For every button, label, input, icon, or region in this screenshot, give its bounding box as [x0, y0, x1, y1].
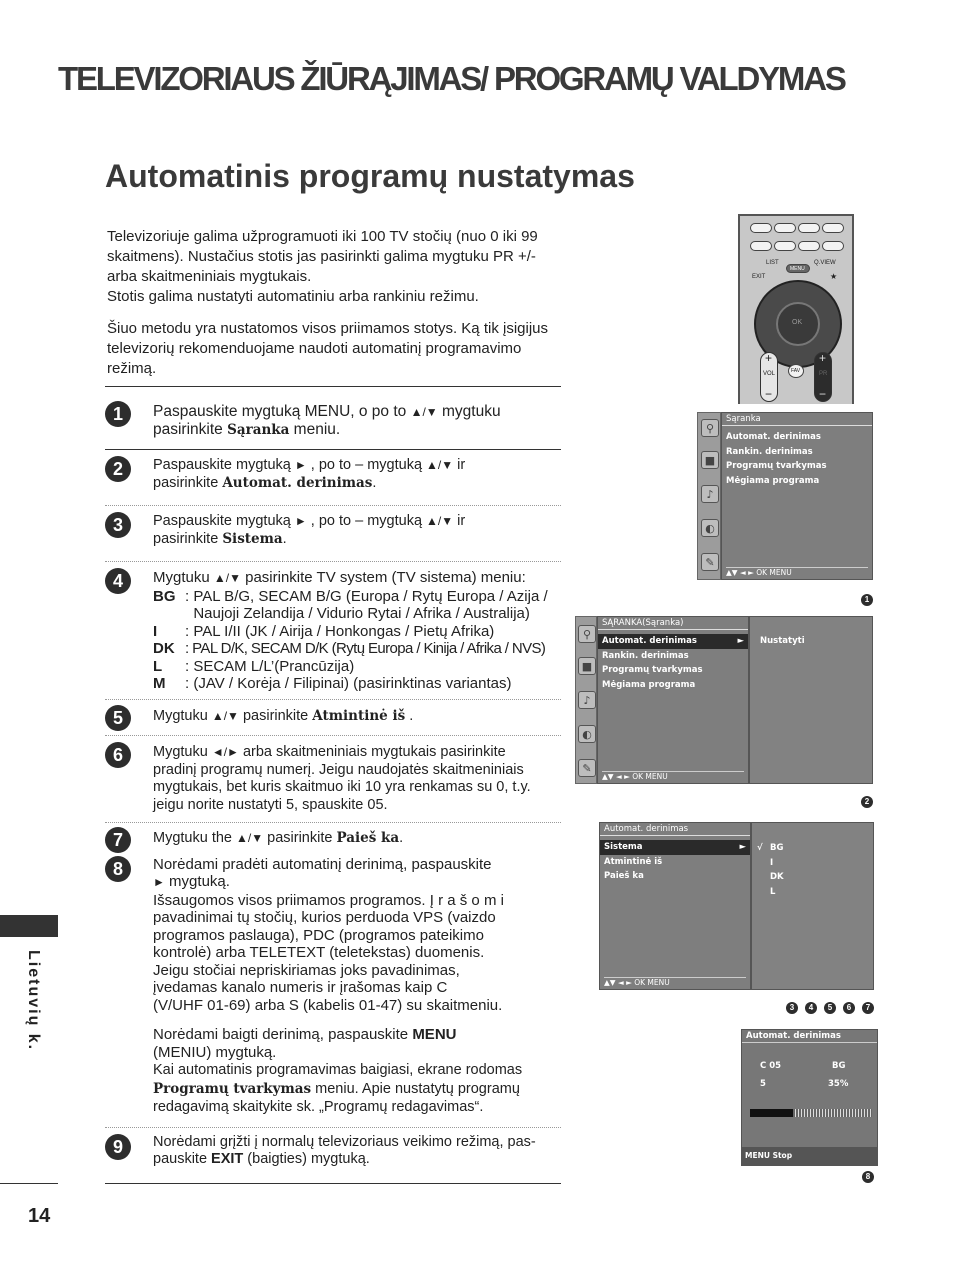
- option-icon: ✎: [701, 553, 719, 571]
- language-tab: [0, 915, 58, 937]
- osd-menu-item[interactable]: Programų tvarkymas: [602, 665, 703, 675]
- tv-system-code: DK: [153, 640, 175, 657]
- osd-menu-item[interactable]: Rankin. derinimas: [726, 446, 813, 457]
- step-number: 2: [105, 456, 131, 482]
- star-icon: ★: [830, 272, 838, 281]
- step-number: 8: [105, 856, 131, 882]
- tv-system-code: BG: [153, 587, 176, 605]
- tv-system-code: I: [153, 622, 158, 640]
- osd-autotune-progress: [741, 1029, 878, 1166]
- osd-title: SĄRANKA(Sąranka): [598, 617, 748, 630]
- remote-prev-button: [750, 241, 772, 251]
- osd-menu-item[interactable]: Sistema ►: [600, 840, 750, 855]
- osd-autotune-menu: [599, 822, 874, 990]
- remote-control-illustration: [738, 214, 854, 404]
- remote-menu-button: MENU: [786, 264, 810, 273]
- satellite-icon: ⚲: [701, 419, 719, 437]
- step-number: 7: [105, 827, 131, 853]
- osd-menu-item[interactable]: Paieš ka: [604, 871, 644, 881]
- osd-setup-menu: [697, 412, 873, 580]
- remote-ok-button: OK: [776, 302, 820, 346]
- progress-fill: [750, 1109, 793, 1117]
- tv-system-list: [153, 588, 561, 693]
- tv-system-desc: : SECAM L/L’(Prancūzija): [185, 657, 355, 675]
- step-2: 2 Paspauskite mygtuką ► , po to – mygtuką ▲/▼ ir pasirinkite Automat. derinimas.: [105, 449, 561, 505]
- figure-marker: 8: [862, 1171, 874, 1183]
- figure-marker: 2: [861, 796, 873, 808]
- program-value: 5: [760, 1079, 766, 1089]
- step-number: 3: [105, 512, 131, 538]
- audio-icon: ♪: [578, 691, 596, 709]
- osd-sub-item[interactable]: L: [770, 886, 776, 897]
- tv-system-row: [153, 588, 561, 606]
- step-6: 6 Mygtuku ◄/► arba skaitmeniniais mygtukais pasirinkite pradinį programų numerį. Jeigu naudojatės skaitmeniniais mygtukais, bet kuris skaitmuo iki 10 yra renkamas su 0, t.y. jeigu norite nustatyti 5, spauskite 05.: [105, 735, 561, 822]
- osd-sub-item[interactable]: I: [770, 857, 774, 868]
- remote-record-button: [822, 223, 844, 233]
- osd-footer: ▲▼ ◄ ► OK MENU: [604, 977, 746, 987]
- tv-system-code: L: [153, 657, 163, 675]
- page-number-rule: [0, 1183, 58, 1184]
- picture-icon: ■: [701, 451, 719, 469]
- percent-value: 35%: [828, 1079, 849, 1089]
- remote-exit-label: EXIT: [752, 274, 766, 280]
- osd-footer: ▲▼ ◄ ► OK MENU: [726, 567, 868, 577]
- remote-fav-button: FAV: [788, 364, 804, 378]
- remote-vol-rocker: + VOL −: [760, 352, 778, 402]
- tv-system-desc: : PAL B/G, SECAM B/G (Europa / Rytų Europa / Azija /: [185, 587, 548, 605]
- tv-system-desc: : (JAV / Korėja / Filipinai) (pasirinktinas variantas): [185, 675, 512, 692]
- osd-menu-item[interactable]: Atmintinė iš: [604, 856, 663, 867]
- steps-bottom-rule: [105, 1183, 561, 1184]
- section-title: Automatinis programų nustatymas: [105, 158, 635, 194]
- osd-menu-item[interactable]: Rankin. derinimas: [602, 650, 689, 661]
- tv-system-code: [153, 605, 185, 623]
- osd-subpanel: [749, 616, 873, 784]
- tv-system-row: [153, 605, 561, 623]
- remote-rew-button: [774, 241, 796, 251]
- osd-menu-item[interactable]: Automat. derinimas ►: [598, 634, 748, 649]
- osd-footer: ▲▼ ◄ ► OK MENU: [602, 771, 744, 781]
- osd-panel: [597, 616, 749, 784]
- channel-value: C 05: [760, 1061, 782, 1071]
- remote-play-button: [774, 223, 796, 233]
- osd-sub-item[interactable]: √ BG: [752, 841, 873, 856]
- remote-stop-button: [750, 223, 772, 233]
- remote-pause-button: [798, 223, 820, 233]
- osd-panel: [721, 412, 873, 580]
- remote-pr-rocker: + PR −: [814, 352, 832, 402]
- step-number: 1: [105, 401, 131, 427]
- osd-title: Sąranka: [722, 413, 872, 426]
- osd-sub-item: Nustatyti: [760, 636, 805, 646]
- tv-system-row: [153, 658, 561, 676]
- figure-marker: 3: [786, 1002, 798, 1014]
- page-number: 14: [28, 1205, 51, 1227]
- osd-menu-item[interactable]: Programų tvarkymas: [726, 461, 827, 471]
- figure-marker: 6: [843, 1002, 855, 1014]
- figure-marker: 7: [862, 1002, 874, 1014]
- osd-icon-strip: [697, 412, 721, 580]
- option-icon: ✎: [578, 759, 596, 777]
- picture-icon: ■: [578, 657, 596, 675]
- step-4: 4 Mygtuku ▲/▼ pasirinkite TV system (TV sistema) meniu: BG : PAL B/G, SECAM B/G (Europa / Rytų Europa / Azija / Naujoji Zelandija / Vidurio Rytai / Afrika / Australija) I : PAL I/II (JK / Airija / Honkongas / Pietų Afrika) DK : PAL D/K, SECAM D/K (Rytų Europa / Kinija / Afrika / NVS) L : SECAM L/L’(Prancūzija) M : (JAV / Korėja / Filipinai) (pasirinktinas variantas): [105, 561, 561, 699]
- time-icon: ◐: [578, 725, 596, 743]
- figure-marker: 1: [861, 594, 873, 606]
- chevron-right-icon: ►: [739, 842, 746, 852]
- steps-list: [105, 386, 561, 1184]
- step-5: 5 Mygtuku ▲/▼ pasirinkite Atmintinė iš .: [105, 699, 561, 736]
- tv-system-row: [153, 640, 561, 658]
- remote-ff-button: [798, 241, 820, 251]
- osd-sub-item[interactable]: DK: [770, 872, 784, 882]
- osd-icon-strip: [575, 616, 597, 784]
- audio-icon: ♪: [701, 485, 719, 503]
- step-7: 7 Mygtuku the ▲/▼ pasirinkite Paieš ka.: [105, 822, 561, 856]
- page-header: TELEVIZORIAUS ŽIŪRĄJIMAS/ PROGRAMŲ VALDYMAS: [58, 60, 845, 97]
- osd-title: Automat. derinimas: [600, 823, 750, 836]
- intro-text: Televizoriuje galima užprogramuoti iki 100 TV stočių (nuo 0 iki 99 skaitmens). Nustačius stotis jas pasirinkti galima mygtuku PR +/- arba skaitmeniniais mygtukais. Stotis galima nustatyti automatiniu arba rankiniu režimu. Šiuo metodu yra nustatomos visos priimamos stotys. Ką tik įsigijus televizorių rekomenduojame naudoti automatinį programavimo režimą.: [107, 228, 548, 377]
- step-9: 9 Norėdami grįžti į normalų televizoriaus veikimo režimą, pas- pauskite EXIT (baigties) mygtuką.: [105, 1127, 561, 1183]
- tv-system-code: M: [153, 675, 166, 692]
- time-icon: ◐: [701, 519, 719, 537]
- step-number: 6: [105, 742, 131, 768]
- figure-marker: 5: [824, 1002, 836, 1014]
- step-1: 1 Paspauskite mygtuką MENU, o po to ▲/▼ mygtuku pasirinkite Sąranka meniu.: [105, 386, 561, 449]
- osd-panel: [599, 822, 751, 990]
- step-3: 3 Paspauskite mygtuką ► , po to – mygtuką ▲/▼ ir pasirinkite Sistema.: [105, 505, 561, 561]
- osd-title: Automat. derinimas: [742, 1030, 877, 1043]
- osd-setup-submenu: [575, 616, 873, 784]
- chevron-right-icon: ►: [737, 636, 744, 646]
- remote-next-button: [822, 241, 844, 251]
- tv-system-desc: : PAL I/II (JK / Airija / Honkongas / Pietų Afrika): [185, 622, 495, 640]
- figure-marker: 4: [805, 1002, 817, 1014]
- step-8: 8 Norėdami pradėti automatinį derinimą, paspauskite ► mygtuką. Išsaugomos visos priimamos programos. Į r a š o m i pavadinimai tų stočių, kurios perduoda VPS (vaizdo programos paslauga), PDC (programos pateikimo kontrolė) arba TELETEXT (teletekstas) duomenis. Jeigu stočiai nepriskiriamas joks pavadinimas, įvedamas kanalo numeris ir įrašomas kaip C (V/UHF 01-69) arba S (kabelis 01-47) su skaitmeniu. Norėdami baigti derinimą, paspauskite MENU (MENIU) mygtuką. Kai automatinis programavimas baigiasi, ekrane rodomas Programų tvarkymas meniu. Apie nustatytų programų redagavimą skaitykite sk. „Programų redagavimas“.: [105, 856, 561, 1127]
- osd-menu-item[interactable]: Automat. derinimas: [726, 432, 821, 442]
- tv-system-row: [153, 675, 561, 693]
- osd-footer: MENU Stop: [742, 1147, 877, 1165]
- system-value: BG: [832, 1061, 846, 1071]
- language-label: Lietuvių k.: [25, 950, 42, 1052]
- osd-menu-item[interactable]: Mėgiama programa: [602, 679, 696, 690]
- progress-bar: [750, 1109, 872, 1117]
- step-number: 4: [105, 568, 131, 594]
- tv-system-row: [153, 623, 561, 641]
- step-number: 5: [105, 705, 131, 731]
- remote-qview-label: Q.VIEW: [814, 260, 836, 266]
- check-icon: √: [757, 843, 763, 853]
- tv-system-desc: Naujoji Zelandija / Vidurio Rytai / Afrika / Australija): [185, 605, 530, 622]
- satellite-icon: ⚲: [578, 625, 596, 643]
- step-number: 9: [105, 1134, 131, 1160]
- osd-menu-item[interactable]: Mėgiama programa: [726, 475, 820, 486]
- tv-system-desc: : PAL D/K, SECAM D/K (Rytų Europa / Kinija / Afrika / NVS): [185, 640, 546, 657]
- figure-markers: [786, 1002, 876, 1016]
- osd-subpanel: [751, 822, 874, 990]
- remote-list-label: LIST: [766, 260, 779, 266]
